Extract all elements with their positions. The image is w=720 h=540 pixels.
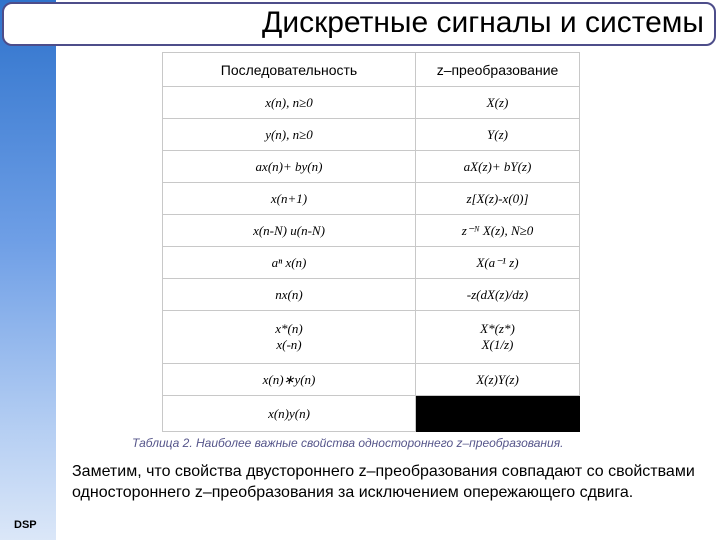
sequence-line-conjugate: x*(n): [275, 321, 303, 336]
header-z-transform: z–преобразование: [416, 53, 580, 87]
table-row: [163, 364, 580, 396]
sequence-cell: nx(n): [163, 279, 416, 311]
sequence-cell: x(n), n≥0: [163, 87, 416, 119]
z-transform-cell: z[X(z)-x(0)]: [416, 183, 580, 215]
z-transform-cell: Y(z): [416, 119, 580, 151]
z-transform-cell: aX(z)+ bY(z): [416, 151, 580, 183]
table-row: [163, 151, 580, 183]
z-transform-cell: [416, 311, 580, 364]
table-row: [163, 215, 580, 247]
redacted-cell: [416, 396, 580, 432]
title-bar: [2, 2, 716, 46]
z-line-conjugate: X*(z*): [480, 321, 515, 336]
slide-title: Дискретные сигналы и системы: [262, 6, 704, 39]
header-sequence: Последовательность: [163, 53, 416, 87]
z-line-reversal: X(1/z): [481, 337, 514, 352]
z-transform-cell: X(z): [416, 87, 580, 119]
table-header-row: [163, 53, 580, 87]
table-row: [163, 183, 580, 215]
table-caption: Таблица 2. Наиболее важные свойства одностороннего z–преобразования.: [132, 436, 564, 450]
z-transform-cell: -z(dX(z)/dz): [416, 279, 580, 311]
sequence-cell: ax(n)+ by(n): [163, 151, 416, 183]
sequence-cell: aⁿ x(n): [163, 247, 416, 279]
sequence-cell: x(n-N) u(n-N): [163, 215, 416, 247]
z-transform-cell: X(z)Y(z): [416, 364, 580, 396]
table-row: [163, 279, 580, 311]
sequence-cell: [163, 311, 416, 364]
sidebar-label: DSP: [14, 519, 37, 531]
sequence-cell: x(n)∗y(n): [163, 364, 416, 396]
sequence-line-reversal: x(-n): [276, 337, 302, 352]
table-row: [163, 87, 580, 119]
sequence-cell: x(n+1): [163, 183, 416, 215]
table-row: [163, 311, 580, 364]
sequence-cell: x(n)y(n): [163, 396, 416, 432]
table-row: [163, 119, 580, 151]
sidebar-gradient: [0, 0, 56, 540]
sequence-cell: y(n), n≥0: [163, 119, 416, 151]
z-transform-cell: z⁻ᴺ X(z), N≥0: [416, 215, 580, 247]
table-row: [163, 247, 580, 279]
z-transform-cell: X(a⁻¹ z): [416, 247, 580, 279]
table-row: [163, 396, 580, 432]
properties-table: [162, 52, 580, 432]
note-paragraph: Заметим, что свойства двустороннего z–преобразования совпадают со свойствами одностороннего z–преобразования за исключением опережающего сдвига.: [72, 463, 695, 501]
